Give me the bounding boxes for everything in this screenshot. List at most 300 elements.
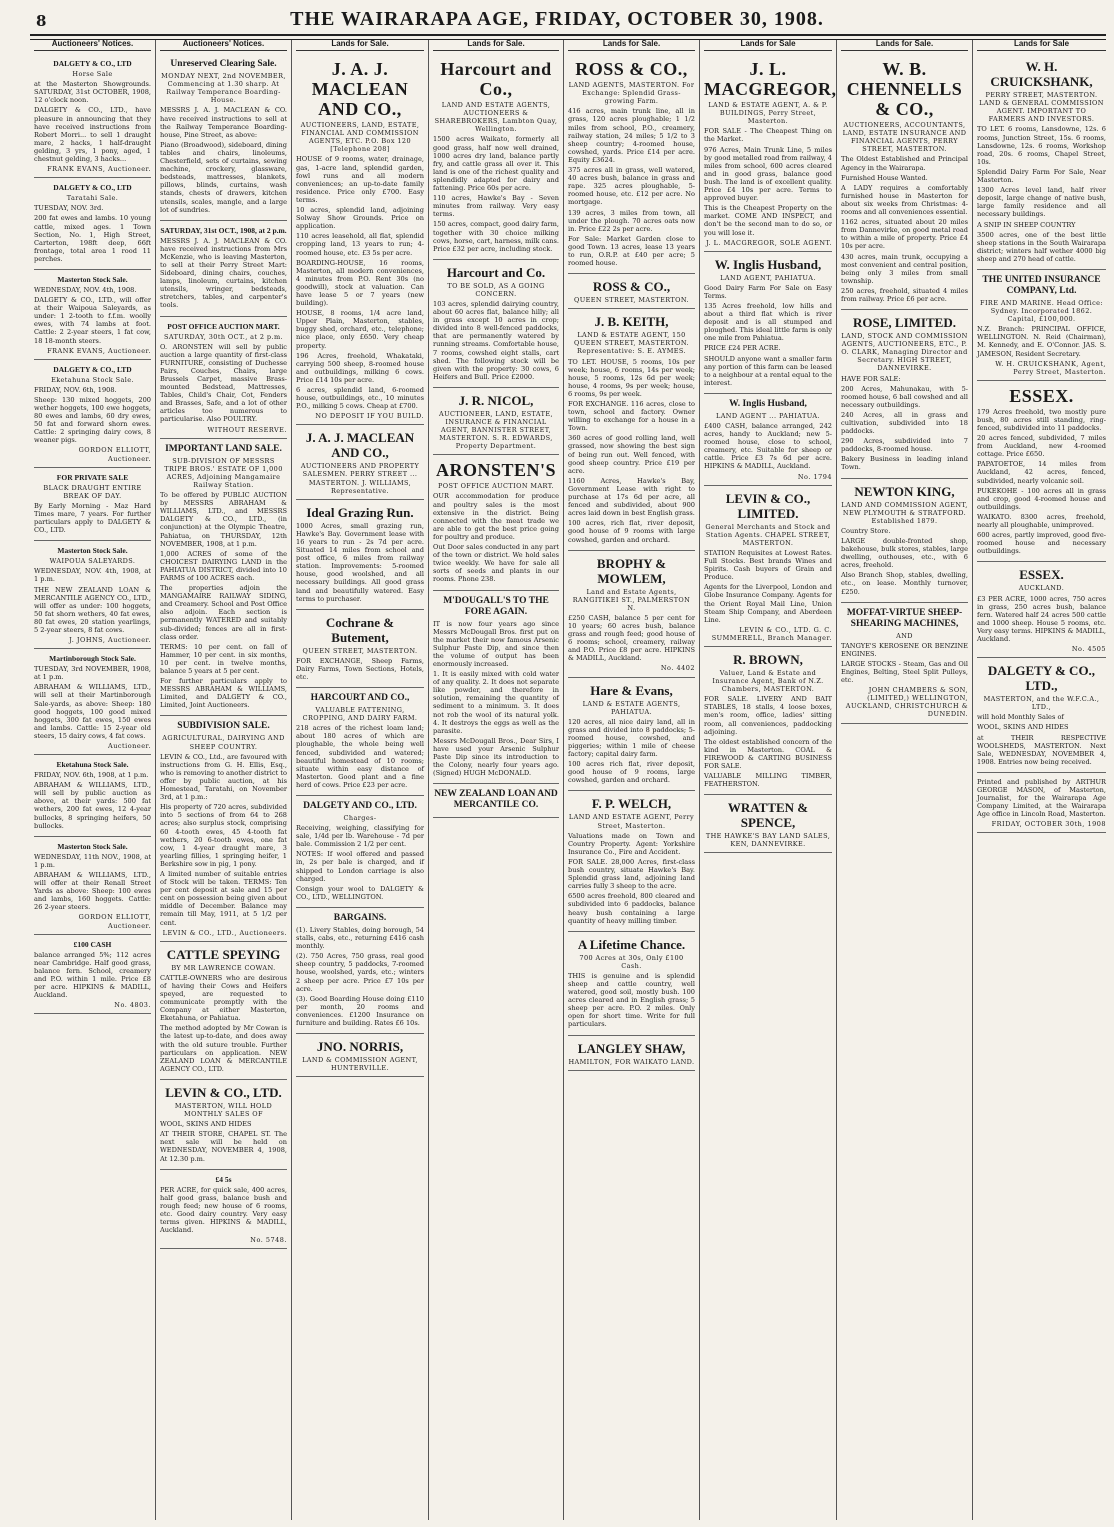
ad-title: W. H. CRUICKSHANK, (990, 59, 1093, 90)
ad-paragraph: CATTLE-OWNERS who are desirous of having their Cows and Heifers speyed, are requested to communicate promptly with the Company at either Masterton, Eketahuna, or Pahiatua. (160, 973, 287, 1023)
page-number: 8 (36, 12, 47, 30)
advertisement (296, 688, 424, 796)
advertisement (977, 270, 1106, 381)
ad-title: Hare & Evans, (590, 682, 673, 698)
advertisement (34, 935, 151, 1015)
ad-paragraph: FRIDAY, NOV. 6th, 1908. (34, 385, 117, 394)
ad-title: WRATTEN & SPENCE, (727, 800, 809, 831)
advertisement (296, 908, 424, 1034)
ad-paragraph: £250 CASH, balance 5 per cent for 10 years; 60 acres bush, balance grass and rough feed; good house of 6 rooms; school, creamery, railway and P.O. Price £8 per acre. HIPKINS & MADILL, Auckland. (568, 613, 695, 663)
ad-subtitle: BY MR LAWRENCE COWAN. (171, 963, 276, 972)
ad-title: ROSS & CO., (575, 59, 688, 80)
ad-title: LEVIN & CO., LTD. (165, 1084, 282, 1100)
ad-paragraph: FOR EXCHANGE, Sheep Farms, Dairy Farms, Town Sections, Hotels, etc. (296, 656, 424, 681)
ad-title: DALGETY & CO., LTD (53, 59, 132, 69)
ad-paragraph: WOOL, SKINS AND HIDES (977, 723, 1069, 732)
ad-subtitle: LAND, STOCK AND COMMISSION AGENTS, AUCTIONEERS, ETC., P. O. CLARK, Managing Director and Secretary. HIGH STREET, DANNEVIRKE. (841, 332, 968, 373)
advertisement (34, 541, 151, 649)
ad-subtitle: MASTERTON, WILL HOLD MONTHLY SALES OF (174, 1101, 273, 1119)
ad-paragraph: 1160 Acres, Hawke's Bay, Government Lease with right to purchase at 17s 6d per acre, all fenced and subdivided, about 900 acres laid down in best English grass. (568, 476, 695, 518)
ad-paragraph: O. ARONSTEN will sell by public auction a large quantity of first-class FURNITURE, consisting of Duchesse Pairs, Couches, Chairs, large Brussels Carpet, massive Brass-mounted Bedstead, Mattresses, Tables, Child's Chair, Cot, Fenders and Brasses, Safe, and a lot of other articles too numerous to particularise. Also POULTRY. (160, 342, 287, 424)
advertisement (568, 932, 695, 1036)
ad-paragraph: IT is now four years ago since Messrs McDougall Bros. first put on the market their now famous Arsenic Sulphur Paste Dip, and since then the volume of output has been enormously increased. (433, 619, 559, 668)
advertisement (704, 394, 832, 486)
ad-title: Masterton Stock Sale. (57, 841, 128, 851)
ad-subtitle: Valuer, Land & Estate and Insurance Agent, Bank of N.Z. Chambers, MASTERTON. (712, 668, 824, 694)
column-header: Lands for Sale (977, 40, 1106, 51)
ad-signature: GORDON ELLIOTT, Auctioneer. (78, 913, 151, 930)
ad-paragraph: TERMS: 10 per cent. on fall of Hammer, 10 per cent. in six months, 10 per cent. in twelve months, balance 5 years at 5 per cent. (160, 642, 287, 675)
ad-title: ESSEX. (1019, 567, 1064, 583)
ad-title: HARCOURT AND CO., (310, 693, 410, 704)
ad-title: SATURDAY, 31st OCT., 1908, at 2 p.m. (160, 225, 287, 235)
ad-paragraph: 1000 Acres, small grazing run, Hawke's Bay. Government lease with 16 years to run - 2s 7d per acre. Situated 14 miles from school and post office, 6 miles from railway station. Improvements: 5-roomed house, good woolshed, and all necessary buildings. All good grass land and beautifully watered. Easy terms to purchaser. (296, 521, 424, 603)
advertisement (433, 591, 559, 785)
ad-title: J. A. J. MACLEAN AND CO., (311, 59, 409, 120)
advertisement (977, 54, 1106, 270)
ad-paragraph: 139 acres, 3 miles from town, all under the plough. 70 acres oats now in. Price £22 2s per acre. (568, 208, 695, 233)
ad-paragraph: 3500 acres, one of the best little sheep stations in the South Wairarapa district; winters half wether 4000 big sheep and 270 head of cattle. (977, 230, 1106, 263)
ad-signature: FRIDAY, OCTOBER 30th, 1908 (991, 820, 1106, 829)
ad-subtitle: QUEEN STREET, MASTERTON. (302, 646, 418, 655)
ad-title: Harcourt and Co., (440, 59, 552, 100)
ad-paragraph: THE NEW ZEALAND LOAN & MERCANTILE AGENCY CO., LTD., will offer as under: 100 hoggets, 50 fat shorn wethers, 40 fat ewes, 80 fat ewes, 20 station yearlings, 5 2-year steers, 8 fat cows. (34, 585, 151, 634)
ad-subtitle: LAND & ESTATE AGENT, 150 QUEEN STREET, MASTERTON. Representative: S. E. AYMES. (574, 331, 689, 356)
advertisement (568, 678, 695, 792)
ad-title: IMPORTANT LAND SALE. (165, 443, 282, 454)
ad-subtitle: SUB-DIVISION OF MESSRS TRIPE BROS.' ESTATE OF 1,000 ACRES, Adjoining Mangamaire Railway Station. (164, 456, 283, 489)
advertisement (160, 54, 287, 221)
column-3 (292, 40, 429, 1520)
ad-subtitle: Taratahi Sale. (66, 194, 119, 203)
ad-paragraph: FOR SALE - The Cheapest Thing on the Market. (704, 127, 832, 144)
ad-title: NEW ZEALAND LOAN AND MERCANTILE CO. (434, 789, 558, 811)
advertisement (296, 500, 424, 610)
ad-title: DALGETY & CO., LTD (53, 364, 132, 374)
ad-paragraph: The method adopted by Mr Cowan is the latest up-to-date, and does away with the old suture trouble. Further particulars on application. NEW ZEALAND LOAN & MERCANTILE AGENCY CO., LTD. (160, 1024, 287, 1073)
ad-title: £100 CASH (73, 939, 112, 949)
ad-signature: FRANK EVANS, Auctioneer. (47, 346, 151, 355)
ad-subtitle: LAND AND ESTATE AGENTS, AUCTIONEERS & SHAREBROKERS, Lambton Quay, Wellington. (434, 101, 558, 134)
ad-paragraph: 100 acres rich flat, river deposit, good house of 9 rooms, large cowshed, garden and orchard. (568, 760, 695, 785)
ad-paragraph: Receiving, weighing, classifying for sale, 1/4d per lb. Warehouse - 7d per bale. Commission 2 1/2 per cent. (296, 824, 424, 849)
ad-paragraph: at the Masterton Showgrounds. SATURDAY, 31st OCTOBER, 1908, 12 o'clock noon. (34, 80, 151, 105)
ad-subtitle: LAND & ESTATE AGENTS, PAHIATUA. (582, 699, 681, 716)
ad-title: MOFFAT-VIRTUE SHEEP-SHEARING MACHINES, (846, 607, 963, 629)
ad-paragraph: MESSRS J. A. J. MACLEAN & CO. have received instructions from Mrs McKenzie, who is leaving Masterton, to sell at their Perry Street Mart: Sideboard, dining chairs, couches, lamps, linoleum, curtains, kitchen utensils, wringer, bedsteads, stretchers, tables, and carpenter's tools. (160, 236, 287, 310)
ad-title: CATTLE SPEYING (166, 946, 281, 962)
ad-title: Unreserved Clearing Sale. (170, 59, 277, 70)
column-5 (564, 40, 700, 1520)
ad-title: DALGETY & CO., LTD (53, 183, 132, 193)
ad-signature: LEVIN & CO., LTD. G. C. SUMMERELL, Branch Manager. (711, 625, 832, 642)
ad-paragraph: WAIKATO. 8300 acres, freehold, nearly all ploughable, unimproved. (977, 512, 1106, 530)
ad-subtitle: MONDAY NEXT, 2nd NOVEMBER, Commencing at 1.30 sharp. At Railway Temperance Boarding-House. (161, 72, 286, 105)
ad-paragraph: 135 Acres freehold, low hills and about a third flat which is river deposit and is all stumped and ploughed. This ideal little farm is only one mile from Pahiatua. (704, 301, 832, 343)
ad-title: Ideal Grazing Run. (306, 504, 414, 520)
ad-paragraph: 6 acres, splendid land, 6-roomed house, outbuildings, etc., 10 minutes P.O., milking 5 cows. Cheap at £700. (296, 386, 424, 411)
advertisement (568, 309, 695, 550)
advertisement (704, 252, 832, 394)
ad-paragraph: Also Branch Shop, stables, dwelling, etc., on lease. Monthly turnover, £250. (841, 571, 968, 596)
column-6 (700, 40, 837, 1520)
ad-paragraph: MESSRS J. A. J. MACLEAN & CO. have received instructions to sell at the Railway Temperance Boarding-house, Pine Street, as above: (160, 106, 287, 139)
ad-paragraph: Valuations made on Town and Country Property. Agent: Yorkshire Insurance Co., Fire and Accident. (568, 831, 695, 856)
advertisement (704, 795, 832, 853)
ad-subtitle: LAND AGENT ... PAHIATUA. (716, 411, 820, 420)
ad-paragraph: TUESDAY, 3rd NOVEMBER, 1908, at 1 p.m. (34, 665, 151, 682)
ad-paragraph: Furnished House Wanted. (841, 173, 928, 182)
ad-paragraph: Sheep: 130 mixed hoggets, 200 wether hoggets, 100 ewe hoggets, 80 ewes and lambs, 60 dry ewes, 50 fat and forward shorn ewes. Cattle: 2 springing dairy cows, 8 weaner pigs. (34, 395, 151, 445)
newspaper-title: THE WAIRARAPA AGE, FRIDAY, OCTOBER 30, 1908. (290, 8, 824, 30)
advertisement (34, 54, 151, 178)
ad-title: BROPHY & MOWLEM, (596, 555, 667, 586)
ad-paragraph: 110 acres, Hawke's Bay - Seven minutes from railway. Very easy terms. (433, 194, 559, 219)
column-1 (30, 40, 156, 1520)
ad-paragraph: LARGE double-fronted shop, bakehouse, bulk stores, stables, large dwelling, outhouses, etc., with 6 acres, freehold. (841, 536, 968, 570)
column-header: Lands for Sale (704, 40, 832, 51)
ad-paragraph: £400 CASH, balance arranged, 242 acres, handy to Auckland; new 5-roomed house, close to school, creamery, etc. Suitable for sheep or cattle. Price £3 7s 6d per acre. HIPKINS & MADILL, Auckland. (704, 422, 832, 471)
advertisement (34, 178, 151, 270)
ad-subtitle: LAND AGENT, PAHIATUA. (720, 273, 816, 282)
ad-paragraph: SHOULD anyone want a smaller farm any portion of this farm can be leased to a neighbour at a rental equal to the interest. (704, 354, 832, 387)
ad-title: Martinborough Stock Sale. (49, 654, 136, 664)
ad-subtitle: AND (896, 631, 913, 640)
advertisement (841, 603, 968, 724)
ad-title: ROSE, LIMITED. (853, 315, 956, 331)
ad-paragraph: WEDNESDAY, 11th NOV., 1908, at 1 p.m. (34, 852, 151, 869)
advertisement (433, 260, 559, 388)
ad-paragraph: VALUABLE MILLING TIMBER, FEATHERSTON. (704, 772, 832, 789)
ad-paragraph: By Early Morning - Maz Hard Times mare, 7 years. For further particulars apply to DALGETY & CO., LTD. (34, 501, 151, 535)
ad-paragraph: PER ACRE, for quick sale, 400 acres, half good grass, balance bush and rough feed; new house of 6 rooms, etc. Good dairy country. Very easy terms given. HIPKINS & MADILL, Auckland. (160, 1185, 287, 1235)
ad-paragraph: will hold Monthly Sales of (977, 713, 1064, 722)
ad-paragraph: TANGYE'S KEROSENE OR BENZINE ENGINES. (841, 641, 968, 658)
ad-paragraph: ABRAHAM & WILLIAMS, LTD., will sell at their Martinborough Sale-yards, as above: Sheep: 180 good hoggets, 100 good mixed hoggets, 300 fat ewes, 150 ewes and lambs. Cattle: 15 2-year old steers, 15 dairy cows, 4 fat cows. (34, 683, 151, 740)
ad-paragraph: HOUSE of 9 rooms, water, drainage, gas, 1-acre land, splendid garden, fowl runs and all modern conveniences; an up-to-date family residence. Price only £700. Easy terms. (296, 155, 424, 204)
ad-title: POST OFFICE AUCTION MART. (167, 321, 280, 331)
ad-paragraph: Consign your wool to DALGETY & CO., LTD., WELLINGTON. (296, 884, 424, 901)
ad-paragraph: FOR EXCHANGE. 116 acres, close to town, school and factory. Owner willing to exchange for a house in a Town. (568, 400, 695, 433)
ad-paragraph: This is the Cheapest Property on the market. COME AND INSPECT, and don't be the second man to do so, or you will lose it. (704, 204, 832, 237)
advertisement (841, 54, 968, 310)
advertisement (568, 274, 695, 309)
ad-paragraph: ABRAHAM & WILLIAMS, LTD., will offer at their Renall Street Yards as above: Sheep: 100 ewes and lambs, 160 hoggets. Cattle: 26 2-year steers. (34, 870, 151, 912)
ad-title: JNO. NORRIS, (316, 1039, 404, 1055)
column-header: Lands for Sale. (568, 40, 695, 51)
ad-title: J. A. J. MACLEAN AND CO., (305, 430, 415, 461)
ad-subtitle: 700 Acres at 30s, Only £100 Cash. (579, 953, 684, 970)
ad-signature: LEVIN & CO., LTD., Auctioneers. (162, 928, 287, 937)
advertisement (704, 54, 837, 252)
ad-signature: GORDON ELLIOTT, Auctioneer. (78, 446, 151, 463)
ad-paragraph: PUKEKOHE - 100 acres all in grass and crop, good 4-roomed house and outbuildings. (977, 486, 1106, 511)
ad-paragraph: 196 Acres, freehold, Whakataki, carrying 500 sheep, 8-roomed house and outbuildings, milking 6 cows. Price £14 10s per acre. (296, 351, 424, 384)
masthead (0, 0, 1114, 40)
ad-paragraph: 430 acres, main trunk, occupying a most convenient and central position, being only 3 miles from small township. (841, 252, 968, 285)
ad-subtitle: General Merchants and Stock and Station Agents. CHAPEL STREET, MASTERTON. (705, 522, 831, 547)
advertisement (433, 784, 559, 818)
ad-signature: NO DEPOSIT IF YOU BUILD. (315, 412, 424, 421)
column-header: Lands for Sale. (433, 40, 559, 51)
ad-title: FOR PRIVATE SALE (56, 472, 129, 482)
ad-paragraph: 179 Acres freehold, two mostly pure bush, 80 acres still standing, ring-fenced, subdivided into 11 paddocks. (977, 407, 1106, 432)
ad-paragraph: N.Z. Branch: PRINCIPAL OFFICE, WELLINGTON. N. Reid (Chairman), M. Kennedy, and E. O'Connor. JAS. S. JAMESON, Resident Secretary. (977, 325, 1106, 358)
ad-subtitle: PERRY STREET, MASTERTON. LAND & GENERAL COMMISSION AGENT. IMPORTANT TO FARMERS AND INVESTORS. (979, 91, 1104, 124)
ad-signature: FRANK EVANS, Auctioneer. (47, 165, 151, 174)
ad-paragraph: Agents for the Liverpool, London and Globe Insurance Company. Agents for the Orient Royal Mail Line, Union Steam Ship Company, and Aberdeen Line. (704, 583, 832, 624)
ad-paragraph: The oldest established concern of the kind in Masterton. COAL & FIREWOOD & CARTING BUSINESS FOR SALE. (704, 737, 832, 770)
ad-title: £4 5s (215, 1174, 232, 1184)
ad-title: ROSS & CO., (592, 279, 671, 295)
advertisement (34, 468, 151, 542)
column-2 (156, 40, 292, 1520)
ad-title: M'DOUGALL'S TO THE FORE AGAIN. (443, 595, 549, 617)
advertisement (568, 551, 695, 678)
advertisement (160, 1170, 287, 1250)
ad-paragraph: 200 Acres, Mahunakau, with 5-roomed house, 6 ball cowshed and all necessary outbuildings. (841, 384, 968, 409)
ad-paragraph: WOOL, SKINS AND HIDES (160, 1120, 252, 1129)
advertisement (34, 649, 151, 755)
ad-paragraph: TO LET. 6 rooms, Lansdowne, 12s. 6 rooms, Junction Street, 15s. 6 rooms, Lansdowne, 12s. 6 rooms, Workshop road, 20s. 6 rooms, Chapel Street, 10s. (977, 125, 1106, 166)
ad-subtitle: AUCTIONEERS, LAND, ESTATE, FINANCIAL AND COMMISSION AGENTS, ETC. P.O. Box 120 [Telephone 208] (300, 121, 420, 154)
ad-signature: W. H. CRUICKSHANK, Agent, Perry Street, Masterton. (995, 359, 1106, 376)
ad-subtitle: AUCTIONEER, LAND, ESTATE, INSURANCE & FINANCIAL AGENT, BANNISTER STREET, MASTERTON. S. R. EDWARDS, Property Department. (438, 409, 554, 451)
ad-paragraph: A SNIP IN SHEEP COUNTRY (977, 220, 1076, 229)
column-header: Auctioneers' Notices. (160, 40, 287, 51)
ad-paragraph: 375 acres all in grass, well watered, 40 acres bush, balance in grass and rape. 325 acres ploughable, 5-roomed house, etc. £12 per acre. No mortgage. (568, 166, 695, 207)
column-7 (837, 40, 973, 1520)
advertisement (34, 360, 151, 468)
ad-subtitle: LAND AND ESTATE AGENT, Perry Street, Masterton. (568, 813, 695, 830)
advertisement (977, 562, 1106, 658)
ad-paragraph: 290 Acres, subdivided into 7 paddocks, 8-roomed house. (841, 437, 968, 454)
ad-subtitle: Horse Sale (72, 70, 113, 79)
ad-paragraph: balance arranged 5%; 112 acres near Cambridge. Half good grass, balance fern. School, creamery and P.O. within 1 mile. Price £8 per acre. HIPKINS & MADILL, Auckland. (34, 950, 151, 1000)
ad-paragraph: A limited number of suitable entries of Stock will be taken. TERMS: Ten per cent deposit at sale and 15 per cent on possession being given about middle of December. Balance may remain till May, 1911, at 5 1/2 per cent. (160, 869, 287, 927)
ad-title: F. P. WELCH, (591, 796, 672, 812)
ad-title: ESSEX. (1009, 385, 1074, 406)
ad-paragraph: LARGE STOCKS - Steam, Gas and Oil Engines, Belting, Steel Split Pulleys, etc. (841, 659, 968, 685)
column-header: Auctioneers' Notices. (34, 40, 151, 51)
ad-paragraph: To be offered by PUBLIC AUCTION by MESSRS ABRAHAM & WILLIAMS, LTD., and MESSRS DALGETY & CO., LTD., (in conjunction) at the Olympic Theatre, Pahiatua, on THURSDAY, 12th NOVEMBER, 1908, at 1 p.m. (160, 491, 287, 548)
ad-paragraph: 360 acres of good rolling land, well grassed, now showing the best sign of being run out. Well fenced, with good sheep country. Price £19 per acre. (568, 434, 695, 475)
ad-paragraph: 6500 acres freehold, 800 cleared and subdivided into 6 paddocks, balance heavy bush containing a large quantity of heavy milling timber. (568, 892, 695, 925)
ad-paragraph: 218 acres of the richest loam land; about 180 acres of which are ploughable, the whole being well fenced, subdivided and watered; beautiful homestead of 10 rooms; situate within easy distance of Masterton. Good plant and a fine herd of cows. Price £23 per acre. (296, 724, 424, 789)
ad-signature: No. 5748. (250, 1236, 287, 1245)
ad-paragraph: (2). 750 Acres, 750 grass, real good sheep country, 5 paddocks, 7-roomed house, woolshed, yards, etc.; winters 2 sheep per acre. Price £7 10s per acre. (296, 952, 424, 993)
ad-subtitle: Eketahuna Stock Sale. (51, 375, 134, 384)
ad-title: DALGETY & CO., LTD., (987, 663, 1096, 694)
ad-title: Eketahuna Stock Sale. (56, 760, 129, 770)
ad-paragraph: NOTES: If wool offered and passed in, 2s per bale is charged, and if shipped to London carriage is also charged. (296, 850, 424, 883)
ad-title: A Lifetime Chance. (577, 936, 686, 952)
ad-paragraph: LEVIN & CO., Ltd., are favoured with instructions from G. H. Ellis, Esq., who is removing to another district to offer by public auction, at his Homestead, Taratahi, on November 3rd, at 1 p.m.: (160, 752, 287, 802)
ad-paragraph: 240 Acres, all in grass and cultivation, subdivided into 18 paddocks. (841, 410, 968, 436)
ad-title: W. Inglis Husband, (729, 398, 807, 409)
ad-subtitle: AUCKLAND. (1018, 584, 1065, 593)
ad-title: LANGLEY SHAW, (577, 1040, 686, 1056)
ad-subtitle: AUCTIONEERS AND PROPERTY SALESMEN. PERRY STREET ... MASTERTON. J. WILLIAMS, Representative. (300, 462, 420, 495)
ad-paragraph: Messrs McDougall Bros., Dear Sirs, I have used your Arsenic Sulphur Paste Dip since its introduction to the Colony, nearly four years ago. (Signed) HUGH McDONALD. (433, 736, 559, 778)
ad-title: J. B. KEITH, (594, 314, 669, 330)
ad-paragraph: For Sale: Market Garden close to good Town. 13 acres, lease 13 years to run, O.R.P. at £40 per acre; 5 roomed house. (568, 234, 695, 268)
advertisement (433, 388, 559, 455)
advertisement (568, 54, 695, 274)
ad-title: Masterton Stock Sale. (57, 274, 128, 284)
ad-subtitle: Charges- (343, 814, 377, 822)
column-header: Lands for Sale. (296, 40, 424, 51)
ad-paragraph: FOR SALE. 28,000 Acres, first-class bush country, situate Hawke's Bay. Splendid grass land, adjoining land carries fully 3 sheep to the acre. (568, 857, 695, 891)
ad-subtitle: AUCTIONEERS, ACCOUNTANTS, LAND, ESTATE INSURANCE AND FINANCIAL AGENTS, PERRY STREET, MASTERTON. (842, 121, 967, 154)
advertisement (160, 942, 287, 1080)
ad-signature: Auctioneer. (108, 742, 151, 750)
ad-paragraph: 250 acres, freehold, situated 4 miles from railway. Price £6 per acre. (841, 286, 968, 303)
ad-paragraph: OUR accommodation for produce and poultry sales is the most extensive in the district. Being connected with the meat trade we are able to get the best price going for poultry and produce. (433, 492, 559, 541)
advertisement (433, 455, 559, 590)
advertisement (160, 317, 287, 439)
advertisement (296, 796, 424, 908)
ad-paragraph: The properties adjoin the MANGAMAIRE RAILWAY SIDING, and Creamery. School and Post Office also adjoin. Each section is permanently WATERED and suitably sub-divided; fences are all in first-class order. (160, 584, 287, 641)
ad-title: LEVIN & CO., LIMITED. (725, 490, 811, 521)
ad-paragraph: HAVE FOR SALE: (841, 374, 901, 383)
ad-paragraph: 150 acres, compact, good dairy farm, together with 30 choice milking cows, horse, cart, harness, milk cans. Price £32 per acre, including stock. (433, 220, 559, 253)
advertisement (704, 647, 832, 795)
advertisement (433, 54, 559, 260)
ad-paragraph: AT THEIR STORE, CHAPEL ST. The next sale will be held on WEDNESDAY, NOVEMBER 4, 1908, At 12.30 p.m. (160, 1130, 287, 1163)
ad-signature: WITHOUT RESERVE. (207, 425, 287, 434)
ad-title: Cochrane & Butement, (325, 614, 395, 645)
ad-subtitle: SATURDAY, 30th OCT., at 2 p.m. (164, 332, 283, 341)
ad-paragraph: BOARDING-HOUSE, 16 rooms, Masterton, all modern conveniences, 4 minutes from P.O. Rent 30s (no goodwill), stock at valuation. Can have lease 5 or 7 years (new building). (296, 258, 424, 308)
ad-title: J. R. NICOL, (458, 392, 534, 408)
ad-title: DALGETY AND CO., LTD. (303, 801, 417, 811)
ad-signature: JOHN CHAMBERS & SON, (LIMITED,) WELLINGTON, AUCKLAND, CHRISTCHURCH & DUNEDIN. (845, 686, 968, 719)
ad-title: W. Inglis Husband, (714, 256, 822, 272)
ad-paragraph: Good Dairy Farm For Sale on Easy Terms. (704, 283, 832, 300)
advertisement (568, 1036, 695, 1071)
ad-title: BARGAINS. (333, 912, 387, 923)
ad-subtitle: LAND & ESTATE AGENT, A. & P. BUILDINGS, Perry Street, Masterton. (708, 101, 828, 126)
ad-paragraph: Out Door sales conducted in any part of the town or district. We hold sales twice weekly. We have for sale all sorts of seeds and plants in our rooms. Phone 238. (433, 543, 559, 584)
ad-title: NEWTON KING, (854, 483, 955, 499)
advertisement (34, 755, 151, 837)
ad-paragraph: WEDNESDAY, NOV. 4th, 1908. (34, 285, 137, 294)
advertisement (160, 716, 287, 941)
ad-paragraph: THIS is genuine and is splendid sheep and cattle country, well watered, good soil, mostly bush. 100 acres cleared and in English grass; 5 sheep per acre. P.O. 2 miles. Only open for short time. Write for full particulars. (568, 971, 695, 1029)
ad-title: Masterton Stock Sale. (57, 546, 128, 556)
ad-paragraph: 416 acres, main trunk line, all in grass, 120 acres ploughable; 1 1/2 miles from school, P.O., creamery, railway station, 24 miles; 5 1/2 to 3 sheep country; 4-roomed house, cowshed, yards. Price £14 per acre. Equity £3624. (568, 107, 695, 164)
ad-paragraph: Printed and published by ARTHUR GEORGE MASON, of Masterton, Journalist, for the Wairarapa Age Company Limited, at the Wairarapa Age office in Lincoln Road, Masterton. (977, 777, 1106, 819)
ad-paragraph: Country Store. (841, 526, 891, 535)
advertisement (160, 1080, 287, 1170)
ad-signature: J. JOHNS, Auctioneer. (69, 636, 151, 645)
ad-subtitle: TO BE SOLD, AS A GOING CONCERN. (447, 281, 545, 298)
ad-title: R. BROWN, (733, 651, 803, 667)
ad-title: J. L. MACGREGOR, (704, 59, 837, 100)
ad-paragraph: DALGETY & CO., LTD., have pleasure in announcing that they have received instructions from Robert Morri... to sell 1 draught mare, 2 hacks, 1 half-draught gelding, 3 yrs, 1 pony, aged, 1 chestnut gelding, 3 hacks... (34, 106, 151, 164)
advertisement (977, 658, 1106, 773)
ad-subtitle: LAND AGENTS, MASTERTON. For Exchange: Splendid Grass-growing Farm. (568, 81, 695, 106)
ad-subtitle: POST OFFICE AUCTION MART. (438, 482, 554, 491)
ad-subtitle: FIRE AND MARINE. Head Office: Sydney. Incorporated 1862. Capital, £100,000. (980, 298, 1103, 324)
ad-subtitle: QUEEN STREET, MASTERTON. (574, 296, 689, 305)
ad-paragraph: Piano (Broadwood), sideboard, dining tables and chairs, linoleums, Chesterfield, sets of curtains, sewing machine, crockery, glassware, bedsteads, mattresses, blankets, pillows, blinds, curtains, wash stands, chests of drawers, kitchen utensils, scales, mangle, and a large lot of sundries. (160, 140, 287, 214)
column-4 (429, 40, 564, 1520)
ad-subtitle: THE HAWKE'S BAY LAND SALES, KEN, DANNEVIRKE. (705, 832, 831, 849)
advertisement (160, 439, 287, 717)
advertisement (296, 610, 424, 688)
ad-paragraph: Bakery Business in leading inland Town. (841, 455, 968, 472)
ad-paragraph: WEDNESDAY, NOV. 4th, 1908, at 1 p.m. (34, 567, 151, 584)
ad-signature: No. 4803. (114, 1001, 151, 1010)
ad-subtitle: BLACK DRAUGHT ENTIRE BREAK OF DAY. (43, 483, 142, 500)
ad-paragraph: 1300 Acres level land, half river deposit, large change of native bush, large family residence and all necessary buildings. (977, 186, 1106, 219)
ad-paragraph: 103 acres, splendid dairying country, about 60 acres flat, balance hilly; all in grass except 10 acres in crop; divided into 8 well-fenced paddocks, that are permanently watered by running streams. Comfortable house, 7 rooms, cowshed eight stalls, cart shed. The following stock will be given with the property: 30 cows, 6 Heifers and Bull. Price £2000. (433, 299, 559, 381)
ad-subtitle: VALUABLE FATTENING, CROPPING, AND DAIRY FARM. (302, 706, 418, 723)
ad-paragraph: 976 Acres, Main Trunk Line, 5 miles by good metalled road from railway, 4 miles from school, 600 acres cleared and in good grass, balance good bush. The land is of excellent quality. Price £4 10s per acre. Terms to approved buyer. (704, 145, 832, 203)
ad-paragraph: His property of 720 acres, subdivided into 5 sections of from 64 to 268 acres; also surplus stock, comprising 60 4-tooth ewes, 45 4-tooth fat wethers, 20 6-tooth ewes, one fat cow, 1 4-year draught mare, 3 yearling fillies, 1 springing heifer, 1 Berkshire sow in pig, 1 pony. (160, 803, 287, 868)
ad-subtitle: MASTERTON, and the W.F.C.A., LTD., (983, 695, 1100, 712)
ad-subtitle: LAND & COMMISSION AGENT, HUNTERVILLE. (302, 1056, 418, 1073)
ad-paragraph: (1). Livery Stables, doing borough, 54 stalls, cabs, etc., returning £416 cash monthly. (296, 925, 424, 951)
ad-paragraph: 120 acres, all nice dairy land, all in grass and divided into 8 paddocks; 5-roomed house, cowshed, and piggeries; within 1 mile of cheese factory; capital dairy farm. (568, 717, 695, 759)
ad-paragraph: 100 acres, rich flat, river deposit, good house of 9 rooms with large cowshed, garden and orchard. (568, 519, 695, 544)
ad-paragraph: 110 acres leasehold, all flat, splendid cropping land, 13 years to run; 4-roomed house, etc. £3 5s per acre. (296, 232, 424, 257)
ad-paragraph: STATION Requisites at Lowest Rates. Full Stocks. Best brands Wines and Spirits. Cash buyers of Grain and Produce. (704, 548, 832, 582)
ad-paragraph: at THEIR RESPECTIVE WOOLSHEDS, MASTERTON. Next Sale, WEDNESDAY, NOVEMBER 4, 1908. Entries now being received. (977, 733, 1106, 766)
advertisement (841, 310, 968, 479)
column-header: Lands for Sale. (841, 40, 968, 51)
ad-signature: No. 4402 (660, 664, 695, 673)
ad-title: ARONSTEN'S (435, 460, 557, 481)
advertisement (160, 221, 287, 317)
ad-subtitle: WAIPOUA SALEYARDS. (49, 557, 136, 566)
column-8 (973, 40, 1110, 1520)
ad-paragraph: PRICE £24 PER ACRE. (704, 344, 781, 353)
ad-paragraph: 10 acres, splendid land, adjoining Solway Show Grounds. Price on application. (296, 206, 424, 231)
advertisement (568, 791, 695, 931)
ad-paragraph: 1500 acres Waikato, formerly all good grass, half now well drained, 1000 acres dry land, balance partly fry, and cattle grass all over it. This land is one of the richest quality and splendidly adapted for dairy and fattening. Price 60s per acre. (433, 135, 559, 193)
advertisement (296, 1034, 424, 1077)
ad-paragraph: (3). Good Boarding House doing £110 per month, 20 rooms and conveniences. £1200 Insurance on furniture and building. Rates £6 10s. (296, 994, 424, 1027)
ad-paragraph: 200 fat ewes and lambs. 10 young cattle, mixed ages. 1 Town Section, No. 1, High Street, Carterton, 198ft deep, 66ft frontage, total area 1 rood 11 perches. (34, 214, 151, 263)
ad-subtitle: AGRICULTURAL, DAIRYING AND SHEEP COUNTRY. (162, 734, 285, 751)
ad-subtitle: LAND AND COMMISSION AGENT, NEW PLYMOUTH & STRATFORD. Established 1879. (841, 500, 968, 525)
ad-paragraph: The Oldest Established and Principal Agency in the Wairarapa. (841, 155, 968, 172)
ad-paragraph: TUESDAY, NOV. 3rd. (34, 204, 104, 213)
ad-paragraph: Splendid Dairy Farm For Sale, Near Masterton. (977, 167, 1106, 185)
ad-paragraph: FOR SALE. LIVERY AND BAIT STABLES, 18 stalls, 4 loose boxes, men's room, office, ladies' sitting room, all conveniences, paddocking adjoining. (704, 695, 832, 736)
ad-paragraph: TO LET. HOUSE, 5 rooms, 10s per week; house, 6 rooms, 14s per week; house, 5 rooms, 12s 6d per week; house, 4 rooms, 9s per week; house, 6 rooms, 9s per week. (568, 357, 695, 398)
ad-paragraph: 1,000 ACRES of some of the CHOICEST DAIRYING LAND in the PAHIATUA DISTRICT, divided into 10 FARMS of 100 ACRES each. (160, 549, 287, 582)
ad-paragraph: ABRAHAM & WILLIAMS, LTD., will sell by public auction as above, at their yards: 500 fat wethers, 200 fat ewes, 12 4-year bullocks, 8 springing heifers, 50 bullocks. (34, 781, 151, 830)
ad-paragraph: £3 PER ACRE, 1000 acres, 750 acres in grass, 250 acres bush, balance fern. Watered half 24 acres 500 cattle and 1000 sheep. House 5 rooms, etc. Very easy terms. HIPKINS & MADILL, Auckland. (977, 594, 1106, 643)
ad-paragraph: PAPATOETOE, 14 miles from Auckland, 42 acres, fenced, subdivided, nearly volcanic soil. (977, 460, 1106, 485)
ad-paragraph: HOUSE, 8 rooms, 1/4 acre land, Upper Plain, Masterton, stables, buggy shed, orchard, etc., telephone; nice place, only £650. Very cheap property. (296, 309, 424, 350)
advertisement (34, 837, 151, 935)
advertisement (704, 486, 832, 647)
ad-paragraph: 20 acres fenced, subdivided, 7 miles from Auckland, new 4-roomed cottage. Price £650. (977, 434, 1106, 459)
ad-title: SUBDIVISION SALE. (177, 721, 270, 732)
ad-signature: No. 1794 (797, 472, 832, 481)
ad-title: Harcourt and Co. (446, 264, 546, 280)
ad-paragraph: 1. It is easily mixed with cold water of any quality. 2. It does not separate like powder, and therefore in solution, remaining the quantity of sediment to a minimum. 3. It does not rob the wool of its natural yolk. 4. It destroys the eggs as well as the parasite. (433, 670, 559, 735)
ad-title: THE UNITED INSURANCE COMPANY, Ltd. (982, 274, 1101, 296)
advertisement (296, 54, 424, 425)
ad-paragraph: FRIDAY, NOV. 6th, 1908, at 1 p.m. (34, 771, 149, 780)
ad-title: W. B. CHENNELLS & CO., (846, 59, 963, 120)
